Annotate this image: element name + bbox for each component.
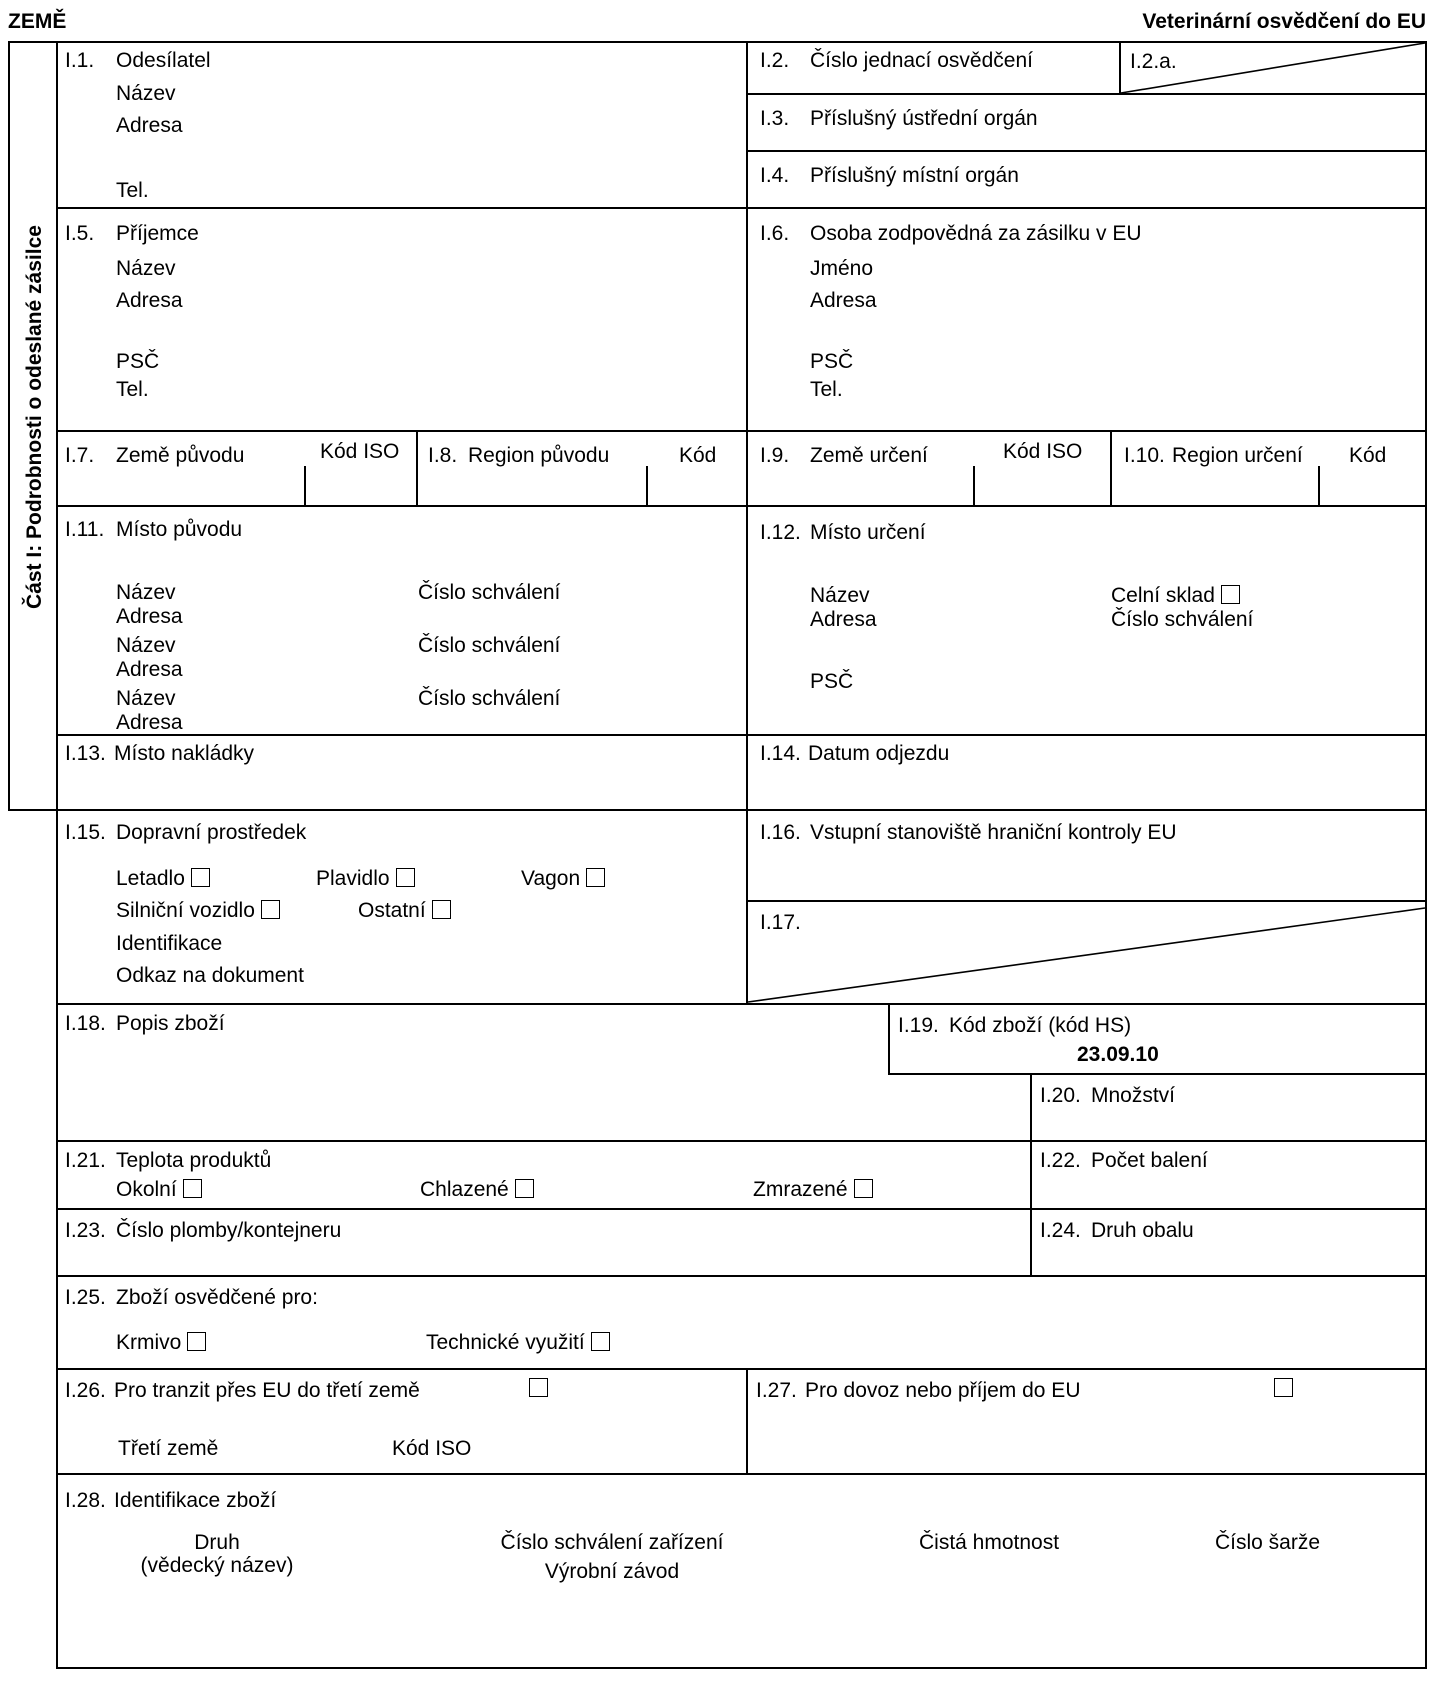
ambient-option[interactable] (116, 1178, 202, 1201)
aeroplane-checkbox[interactable] (191, 868, 210, 887)
means-of-transport-label: Dopravní prostředek (116, 821, 307, 844)
origin-name-label: Název (116, 581, 176, 604)
part-one-label: Část I: Podrobnosti o odeslané zásilce (23, 225, 46, 609)
approval-number-header (462, 1531, 762, 1583)
destination-address-label: Adresa (810, 608, 877, 631)
field-number: I.5. (65, 222, 95, 245)
commodity-code-label: Kód zboží (kód HS) (949, 1014, 1132, 1037)
origin-approval-label: Číslo schválení (418, 581, 561, 604)
ambient-label: Okolní (116, 1178, 177, 1201)
destination-postcode-label: PSČ (810, 670, 854, 693)
origin-address-label: Adresa (116, 711, 183, 734)
field-number: I.27. (756, 1379, 797, 1402)
field-number: I.21. (65, 1149, 106, 1172)
field-number: I.6. (760, 222, 790, 245)
net-weight-header: Čistá hmotnost (919, 1531, 1060, 1554)
consignee-label: Příjemce (116, 222, 199, 245)
header-certificate-title: Veterinární osvědčení do EU (1142, 10, 1426, 33)
origin-address-label: Adresa (116, 605, 183, 628)
field-number: I.17. (760, 911, 801, 934)
origin-iso-code-label: Kód ISO (320, 440, 400, 463)
certificate-reference-label: Číslo jednací osvědčení (810, 49, 1033, 72)
date-of-departure-label: Datum odjezdu (808, 742, 950, 765)
number-of-packages-label: Počet balení (1091, 1149, 1208, 1172)
field-number: I.1. (65, 49, 95, 72)
species-label: Druh (194, 1531, 240, 1554)
responsible-address-label: Adresa (810, 289, 877, 312)
consignor-tel-label: Tel. (116, 179, 149, 202)
consignee-postcode-label: PSČ (116, 350, 160, 373)
transit-checkbox[interactable] (529, 1378, 548, 1397)
chilled-label: Chlazené (420, 1178, 509, 1201)
technical-use-checkbox[interactable] (591, 1332, 610, 1351)
destination-approval-label: Číslo schválení (1111, 608, 1254, 631)
batch-number-header: Číslo šarže (1215, 1531, 1321, 1554)
field-number: I.18. (65, 1012, 106, 1035)
railway-wagon-option[interactable] (521, 867, 605, 890)
import-admission-label: Pro dovoz nebo příjem do EU (805, 1379, 1081, 1402)
chilled-checkbox[interactable] (515, 1179, 534, 1198)
destination-iso-code-label: Kód ISO (1003, 440, 1083, 463)
field-number: I.3. (760, 107, 790, 130)
customs-warehouse-option[interactable] (1111, 584, 1240, 607)
field-number: I.2.a. (1130, 50, 1177, 73)
commodity-description-label: Popis zboží (116, 1012, 225, 1035)
aeroplane-label: Letadlo (116, 867, 185, 890)
destination-name-label: Název (810, 584, 870, 607)
identification-label: Identifikace (116, 932, 223, 955)
field-number: I.7. (65, 444, 95, 467)
seal-container-number-label: Číslo plomby/kontejneru (116, 1219, 342, 1242)
technical-use-label: Technické využití (426, 1331, 585, 1354)
responsible-tel-label: Tel. (810, 378, 843, 401)
origin-approval-label: Číslo schválení (418, 634, 561, 657)
feedingstuff-option[interactable] (116, 1331, 206, 1354)
technical-use-option[interactable] (426, 1331, 610, 1354)
consignor-name-label: Název (116, 82, 176, 105)
field-number: I.9. (760, 444, 790, 467)
country-of-origin-label: Země původu (116, 444, 245, 467)
product-temperature-label: Teplota produktů (116, 1149, 272, 1172)
ship-checkbox[interactable] (396, 868, 415, 887)
responsible-postcode-label: PSČ (810, 350, 854, 373)
field-number: I.4. (760, 164, 790, 187)
consignor-label: Odesílatel (116, 49, 211, 72)
field-number: I.8. (428, 444, 458, 467)
field-number: I.16. (760, 821, 801, 844)
ship-option[interactable] (316, 867, 415, 890)
field-number: I.20. (1040, 1084, 1081, 1107)
aeroplane-option[interactable] (116, 867, 210, 890)
origin-name-label: Název (116, 687, 176, 710)
field-number: I.2. (760, 49, 790, 72)
place-of-destination-label: Místo určení (810, 521, 926, 544)
origin-address-label: Adresa (116, 658, 183, 681)
field-number: I.15. (65, 821, 106, 844)
customs-warehouse-checkbox[interactable] (1221, 585, 1240, 604)
commodity-code-value: 23.09.10 (1077, 1043, 1159, 1066)
border-inspection-post-label: Vstupní stanoviště hraniční kontroly EU (810, 821, 1177, 844)
place-of-origin-label: Místo původu (116, 518, 243, 541)
header-country: ZEMĚ (8, 10, 67, 33)
chilled-option[interactable] (420, 1178, 534, 1201)
field-number: I.25. (65, 1286, 106, 1309)
field-number: I.22. (1040, 1149, 1081, 1172)
species-header (117, 1531, 317, 1577)
frozen-option[interactable] (753, 1178, 873, 1201)
field-number: I.24. (1040, 1219, 1081, 1242)
consignee-name-label: Název (116, 257, 176, 280)
document-reference-label: Odkaz na dokument (116, 964, 304, 987)
other-transport-option[interactable] (358, 899, 451, 922)
railway-wagon-label: Vagon (521, 867, 581, 890)
local-authority-label: Příslušný místní orgán (810, 164, 1019, 187)
other-transport-checkbox[interactable] (432, 900, 451, 919)
other-transport-label: Ostatní (358, 899, 426, 922)
region-of-destination-label: Region určení (1172, 444, 1303, 467)
central-authority-label: Příslušný ústřední orgán (810, 107, 1038, 130)
scientific-name-label: (vědecký název) (140, 1554, 294, 1578)
country-of-destination-label: Země určení (810, 444, 928, 467)
field-number: I.10. (1124, 444, 1165, 467)
responsible-person-label: Osoba zodpovědná za zásilku v EU (810, 222, 1142, 245)
customs-warehouse-label: Celní sklad (1111, 584, 1215, 607)
field-number: I.23. (65, 1219, 106, 1242)
third-country-label: Třetí země (118, 1437, 219, 1460)
destination-region-code-label: Kód (1349, 444, 1387, 467)
ship-label: Plavidlo (316, 867, 390, 890)
transit-label: Pro tranzit přes EU do třetí země (114, 1379, 420, 1402)
transit-iso-code-label: Kód ISO (392, 1437, 472, 1460)
railway-wagon-checkbox[interactable] (586, 868, 605, 887)
field-number: I.19. (898, 1014, 939, 1037)
ambient-checkbox[interactable] (183, 1179, 202, 1198)
feedingstuff-label: Krmivo (116, 1331, 182, 1354)
field-number: I.28. (65, 1489, 106, 1512)
region-of-origin-label: Region původu (468, 444, 610, 467)
field-number: I.26. (65, 1379, 106, 1402)
manufacturing-plant-label: Výrobní závod (544, 1560, 680, 1584)
place-of-loading-label: Místo nakládky (114, 742, 255, 765)
consignee-tel-label: Tel. (116, 378, 149, 401)
consignor-address-label: Adresa (116, 114, 183, 137)
import-admission-checkbox[interactable] (1274, 1378, 1293, 1397)
commodities-certified-for-label: Zboží osvědčené pro: (116, 1286, 318, 1309)
commodity-identification-label: Identifikace zboží (114, 1489, 277, 1512)
approval-number-label: Číslo schválení zařízení (500, 1531, 724, 1554)
origin-region-code-label: Kód (679, 444, 717, 467)
field-number: I.14. (760, 742, 801, 765)
road-vehicle-checkbox[interactable] (261, 900, 280, 919)
field-number: I.11. (65, 518, 105, 541)
frozen-label: Zmrazené (753, 1178, 848, 1201)
consignee-address-label: Adresa (116, 289, 183, 312)
road-vehicle-label: Silniční vozidlo (116, 899, 255, 922)
origin-name-label: Název (116, 634, 176, 657)
type-of-packaging-label: Druh obalu (1091, 1219, 1194, 1242)
origin-approval-label: Číslo schválení (418, 687, 561, 710)
field-number: I.12. (760, 521, 801, 544)
responsible-name-label: Jméno (810, 257, 874, 280)
field-number: I.13. (65, 742, 106, 765)
quantity-label: Množství (1091, 1084, 1176, 1107)
feedingstuff-checkbox[interactable] (187, 1332, 206, 1351)
frozen-checkbox[interactable] (854, 1179, 873, 1198)
road-vehicle-option[interactable] (116, 899, 280, 922)
